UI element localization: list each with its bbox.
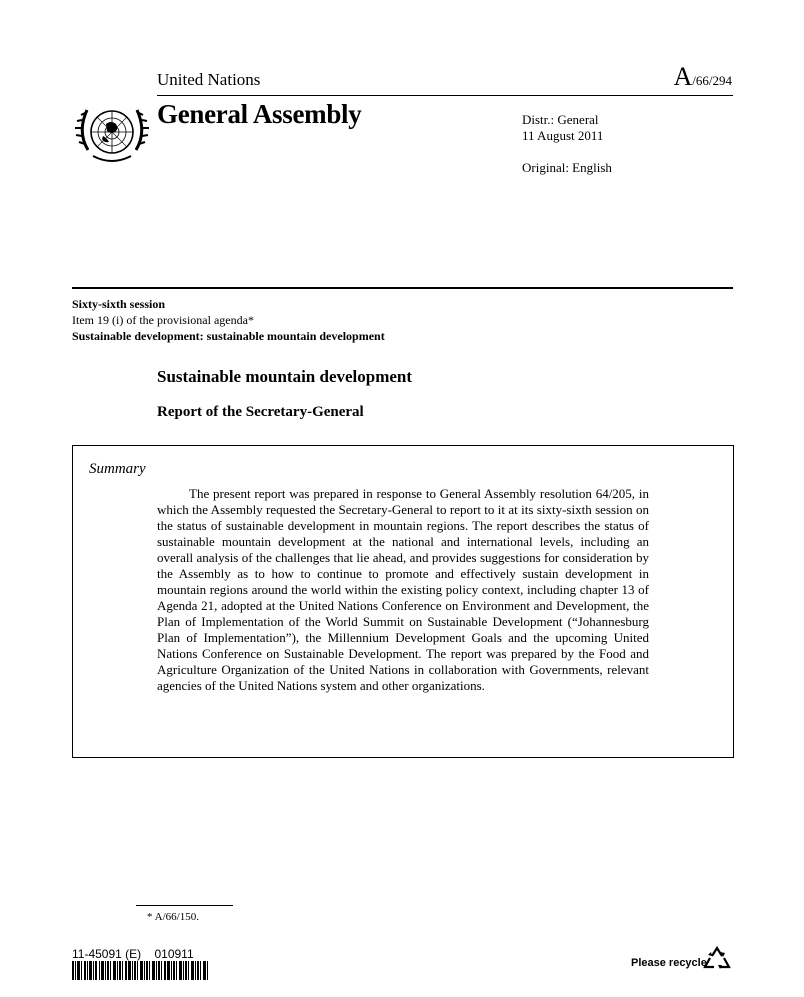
symbol-suffix: /66/294 [692,73,732,88]
session-block [72,296,385,344]
header-rule [157,95,733,96]
session-rule [72,287,733,289]
footnote: * A/66/150. [147,911,199,923]
distribution-type: Distr.: General [522,112,599,127]
summary-heading: Summary [89,461,146,477]
document-subtitle: Report of the Secretary-General [157,404,364,420]
recycle-text: Please recycle [631,957,707,969]
original-language: Original: English [522,160,612,175]
job-number [72,947,194,961]
barcode-icon [72,961,208,980]
document-date: 11 August 2011 [522,128,604,143]
document-symbol [673,62,732,92]
un-emblem-icon [73,100,151,168]
distribution-info [522,112,603,144]
agenda-topic: Sustainable development: sustainable mountain development [72,329,385,343]
footnote-rule [136,905,233,906]
summary-text: The present report was prepared in response to General Assembly resolution 64/205, in which the Assembly requested the Secretary-General to report to it at its sixty-sixth session on the status of sustainable development in mountain regions. The report describes the status of sustainable mountain development at the national and international levels, including an overall analysis of the challenges that lie ahead, and provides suggestions for consideration by the Assembly as to how to continue to promote and effectively sustain development in mountain regions around the world within the existing policy context, including chapter 13 of Agenda 21, adopted at the United Nations Conference on Environment and Development, the Plan of Implementation of the World Summit on Sustainable Development (“Johannesburg Plan of Implementation”), the Millennium Development Goals and the upcoming United Nations Conference on Sustainable Development. The report was prepared by the Food and Agriculture Organization of the United Nations in collaboration with Governments, relevant agencies of the United Nations system and other organizations. [157,486,649,693]
agenda-item: Item 19 (i) of the provisional agenda* [72,313,254,327]
organ-title: General Assembly [157,99,362,129]
symbol-prefix: A [673,62,693,91]
organization-name: United Nations [157,70,261,89]
session-name: Sixty-sixth session [72,297,166,311]
document-title: Sustainable mountain development [157,367,413,386]
job-number-text: 11-45091 (E) 010911 [72,947,194,961]
recycle-icon [703,946,731,972]
